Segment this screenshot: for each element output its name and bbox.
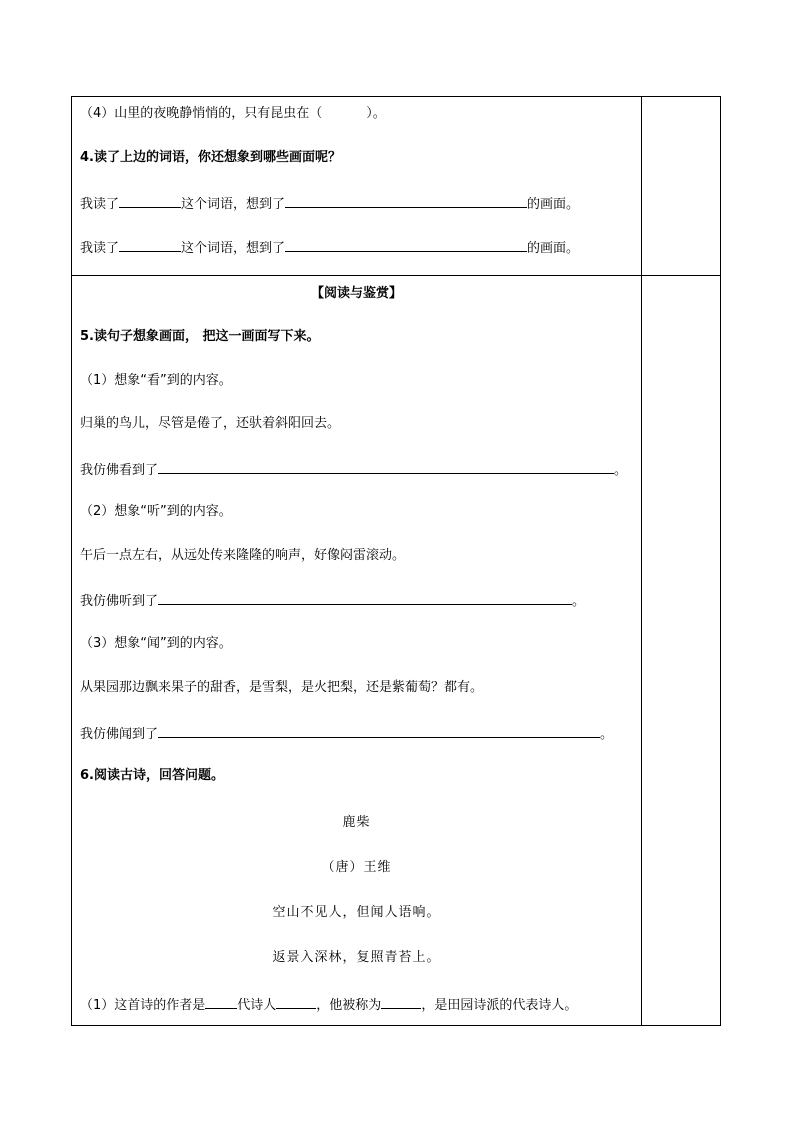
q5-part2-answer xyxy=(80,590,585,611)
q5-title: 5.读句子想象画面， 把这一画面写下来。 xyxy=(80,329,320,344)
q5-part1-prompt: 我仿佛看到了 xyxy=(80,463,159,478)
worksheet-table xyxy=(71,96,721,1026)
q5-part1-label: （1）想象“看”到的内容。 xyxy=(80,373,232,388)
q5-part2-prompt: 我仿佛听到了 xyxy=(80,594,159,609)
q5-part1-end: 。 xyxy=(614,463,628,478)
row-divider xyxy=(72,275,720,276)
q6-item1-blank-dynasty xyxy=(205,994,237,1009)
q4-line-1 xyxy=(80,193,579,214)
q5-part2-sentence: 午后一点左右，从远处传来隆隆的响声，好像闷雷滚动。 xyxy=(80,548,406,563)
q4-title: 4.读了上边的词语，你还想象到哪些画面呢？ xyxy=(80,150,341,165)
poem-line-1: 空山不见人，但闻人语响。 xyxy=(272,905,441,920)
q6-item1-b: 代诗人 xyxy=(237,998,277,1013)
q4-line-1-prefix: 我读了 xyxy=(80,197,120,212)
q6-item1-d: ，是田园诗派的代表诗人。 xyxy=(421,998,578,1013)
poem-line-2: 返景入深林，复照青苔上。 xyxy=(272,950,441,965)
q4-line-2 xyxy=(80,237,579,258)
q5-part3-prompt: 我仿佛闻到了 xyxy=(80,727,159,742)
q6-item1-blank-poet xyxy=(276,994,316,1009)
poem-author: （唐）王维 xyxy=(321,860,392,875)
q5-part3-end: 。 xyxy=(600,727,614,742)
q4-line-1-suffix: 的画面。 xyxy=(527,197,580,212)
q4-line-2-blank-word xyxy=(119,237,181,252)
q6-item1 xyxy=(80,994,577,1015)
q4-line-1-blank-scene xyxy=(285,193,527,208)
q6-title: 6.阅读古诗，回答问题。 xyxy=(80,768,224,783)
q4-line-2-prefix: 我读了 xyxy=(80,241,120,256)
q5-part3-answer xyxy=(80,723,613,744)
q4-line-2-blank-scene xyxy=(285,237,527,252)
q5-part1-sentence: 归巢的鸟儿，尽管是倦了，还驮着斜阳回去。 xyxy=(80,416,341,431)
q4-item-after: ）。 xyxy=(366,106,386,121)
q4-line-1-middle: 这个词语，想到了 xyxy=(181,197,286,212)
q4-item xyxy=(80,105,386,123)
q4-item-before: （4）山里的夜晚静悄悄的，只有昆虫在（ xyxy=(80,106,323,121)
q6-item1-c: ，他被称为 xyxy=(316,998,382,1013)
q4-line-1-blank-word xyxy=(119,193,181,208)
column-divider xyxy=(641,97,642,1025)
q5-part2-label: （2）想象“听”到的内容。 xyxy=(80,504,232,519)
q5-part2-blank xyxy=(158,590,572,605)
q4-line-2-suffix: 的画面。 xyxy=(527,241,580,256)
q5-part3-sentence: 从果园那边飘来果子的甜香，是雪梨，是火把梨，还是紫葡萄？都有。 xyxy=(80,680,484,695)
q6-item1-a: （1）这首诗的作者是 xyxy=(80,998,206,1013)
q6-item1-blank-title xyxy=(381,994,421,1009)
q5-part1-answer xyxy=(80,459,627,480)
q5-part1-blank xyxy=(158,459,614,474)
q5-part3-blank xyxy=(158,723,600,738)
poem-title: 鹿柴 xyxy=(342,815,371,830)
q5-part2-end: 。 xyxy=(572,594,586,609)
q5-part3-label: （3）想象“闻”到的内容。 xyxy=(80,636,232,651)
q4-line-2-middle: 这个词语，想到了 xyxy=(181,241,286,256)
section-title: 【阅读与鉴赏】 xyxy=(310,286,402,301)
